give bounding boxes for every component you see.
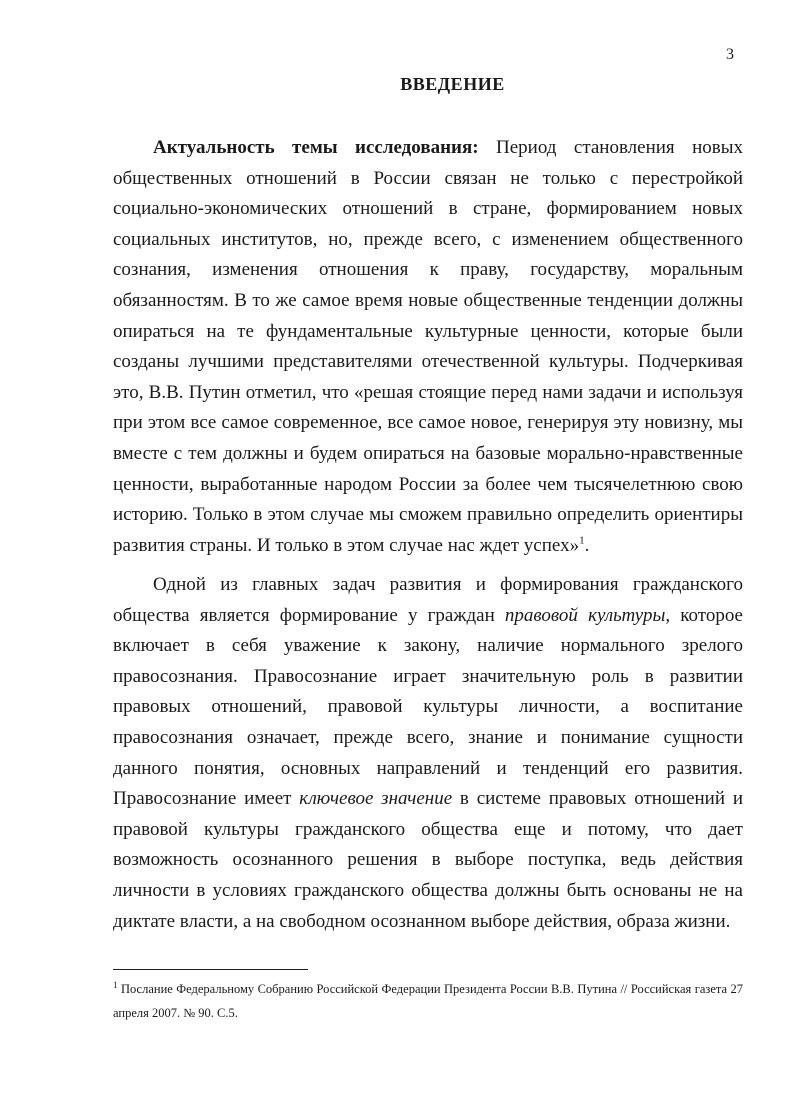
page-number: 3 (726, 46, 734, 63)
paragraph-text: Период становления новых общественных отношений в России связан не только с перестройкой социально-экономических отношений в стране, формированием новых социальных институтов, но, прежде всего, с изменением общественного сознания, изменения отношения к праву, государству, моральным обязанностям. В то же самое время новые общественные тенденции должны опираться на те фундаментальные культурные ценности, которые были созданы лучшими представителями отечественной культуры. Подчеркивая это, В.В. Путин отметил, что «решая стоящие перед нами задачи и используя при этом все самое современное, все самое новое, генерируя эту новизну, мы вместе с тем должны и будем опираться на базовые морально-нравственные ценности, выработанные народом России за более чем тысячелетнюю свою историю. Только в этом случае мы сможем правильно определить ориентиры развития страны. И только в этом случае нас ждет успех» (113, 137, 743, 556)
paragraph-text: , которое включает в себя уважение к закону, наличие нормального зрелого правосознания. Правосознание играет значительную роль в развитии правовых отношений, правовой культуры личности, а воспитание правосознания означает, прежде всего, знание и понимание сущности данного понятия, основных направлений и тенденций его развития. Правосознание имеет (113, 604, 743, 810)
section-heading: ВВЕДЕНИЕ (400, 74, 505, 94)
relevance-lead: Актуальность темы исследования: (153, 137, 479, 158)
footnote-marker: 1 (113, 979, 118, 990)
footnote-divider (113, 969, 308, 970)
footnote (113, 977, 743, 1025)
footnote-text: Послание Федеральному Собранию Российской Федерации Президента России В.В. Путина // Российская газета 27 апреля 2007. № 90. С.5. (113, 982, 743, 1020)
paragraph-text: в системе правовых отношений и правовой культуры гражданского общества еще и потому, что дает возможность осознанного решения в выборе поступка, ведь действия личности в условиях гражданского общества должны быть основаны не на диктате власти, а на свободном осознанном выборе действия, образа жизни. (113, 788, 743, 932)
italic-term: правовой культуры (504, 604, 666, 626)
italic-term: ключевое значение (299, 788, 453, 810)
paragraph-relevance (113, 133, 743, 561)
paragraph-text: Одной из главных задач развития и формирования гражданского общества является формирование у граждан (113, 574, 743, 626)
paragraph-end: . (584, 534, 590, 556)
footnote-reference: 1 (579, 534, 585, 547)
paragraph-legal-consciousness (113, 570, 743, 937)
